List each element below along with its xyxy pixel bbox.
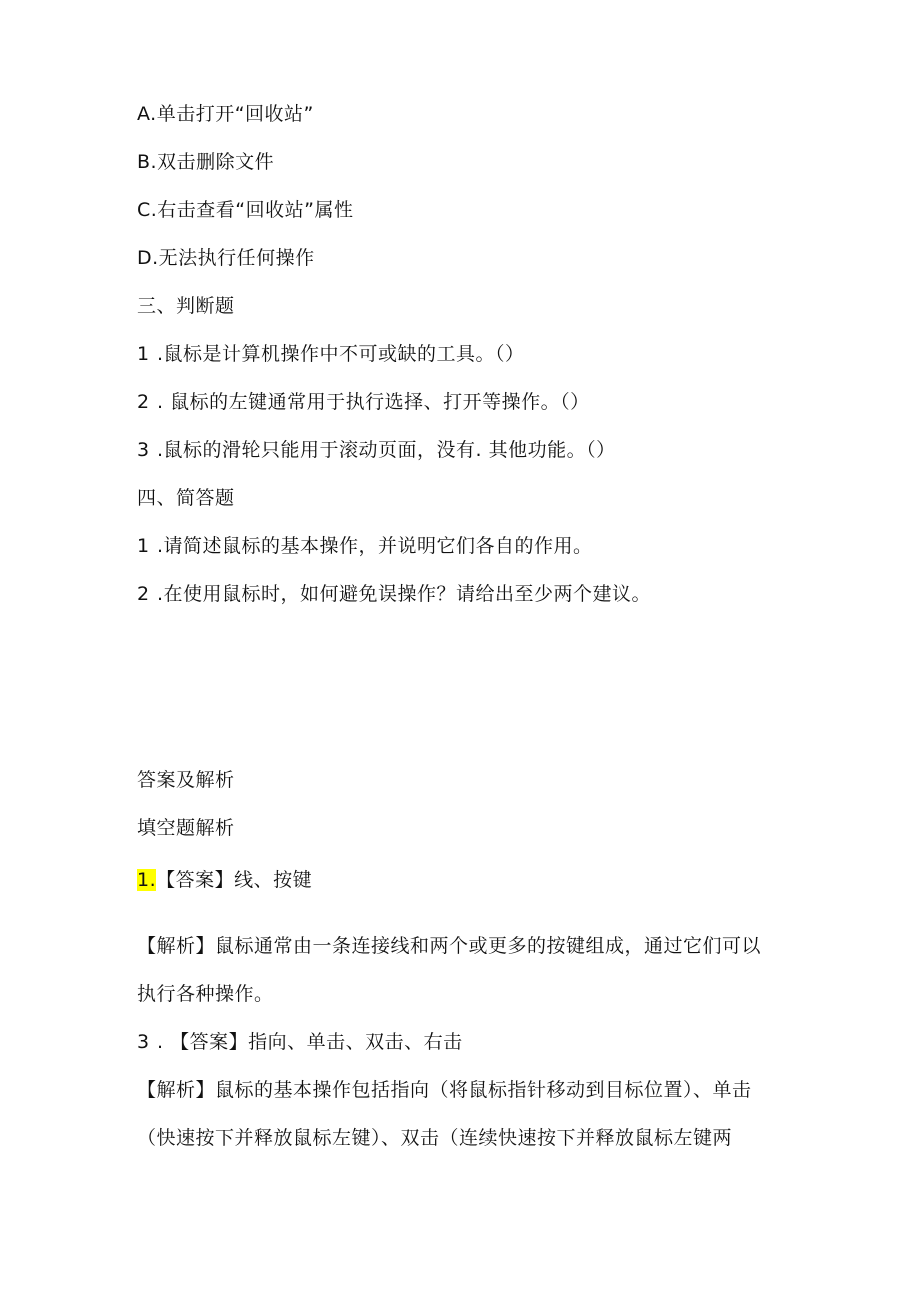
answer-3-explanation-line-2: （快速按下并释放鼠标左键）、双击（连续快速按下并释放鼠标左键两 [137, 1127, 733, 1149]
item-text: . 鼠标的左键通常用于执行选择、打开等操作。（） [157, 391, 590, 413]
answers-section: 填空题解析 [137, 817, 235, 839]
item-text: .鼠标的滑轮只能用于滚动页面，没有. 其他功能。（） [157, 439, 616, 461]
item-text: .鼠标是计算机操作中不可或缺的工具。（） [157, 343, 525, 365]
option-c: C.右击查看“回收站”属性 [137, 199, 354, 221]
short-item-2 [137, 582, 651, 606]
answer-1-explanation-line-2: 执行各种操作。 [137, 983, 274, 1005]
short-item-1 [137, 534, 593, 558]
item-number: 3 [137, 439, 150, 461]
item-text: .在使用鼠标时，如何避免误操作？请给出至少两个建议。 [157, 583, 652, 605]
highlighted-number: 1. [137, 869, 157, 891]
option-a: A.单击打开“回收站” [137, 103, 314, 125]
judge-item-2 [137, 390, 590, 414]
judge-item-3 [137, 438, 616, 462]
answer-text: . 【答案】指向、单击、双击、右击 [157, 1031, 463, 1053]
judge-item-1 [137, 342, 525, 366]
item-number: 2 [137, 391, 150, 413]
answer-3-explanation-line-1: 【解析】鼠标的基本操作包括指向（将鼠标指针移动到目标位置）、单击 [137, 1079, 752, 1101]
answer-3 [137, 1030, 463, 1054]
answer-text: 【答案】线、按键 [156, 869, 313, 891]
answer-1-explanation-line-1: 【解析】鼠标通常由一条连接线和两个或更多的按键组成，通过它们可以 [137, 935, 762, 957]
item-number: 1 [137, 343, 150, 365]
item-text: .请简述鼠标的基本操作，并说明它们各自的作用。 [157, 535, 593, 557]
answers-title: 答案及解析 [137, 769, 235, 791]
answer-1 [137, 868, 312, 892]
option-b: B.双击删除文件 [137, 151, 275, 173]
short-answer-heading: 四、简答题 [137, 487, 235, 509]
item-number: 3 [137, 1031, 150, 1053]
option-d: D.无法执行任何操作 [137, 247, 315, 269]
item-number: 1 [137, 535, 150, 557]
judge-heading: 三、判断题 [137, 295, 235, 317]
item-number: 2 [137, 583, 150, 605]
